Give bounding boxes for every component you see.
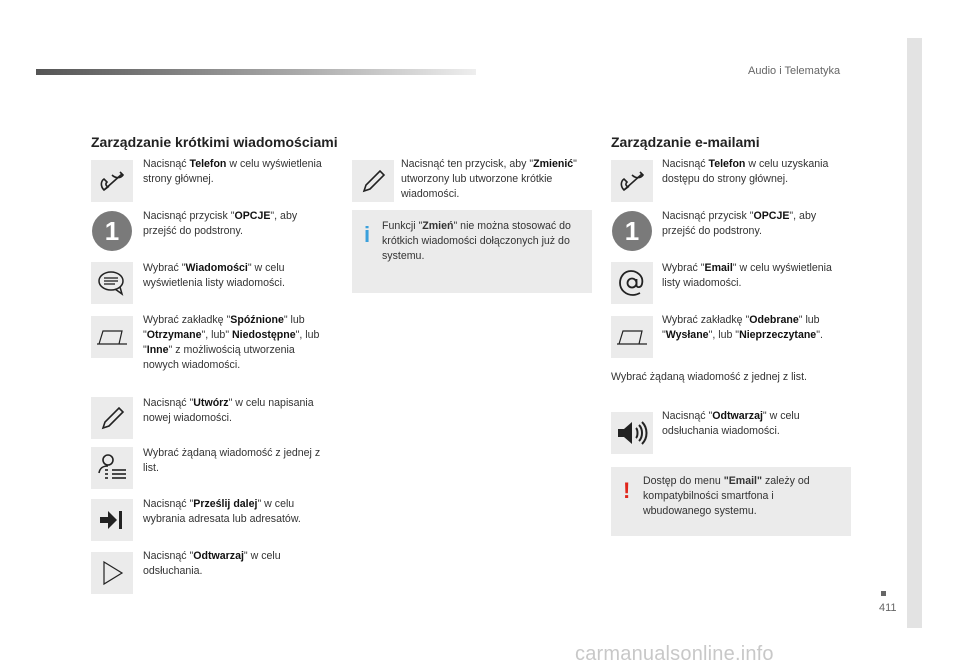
- tab-icon: [91, 316, 133, 358]
- speaker-icon: [611, 412, 653, 454]
- email-select-text: Wybrać żądaną wiadomość z jednej z list.: [611, 371, 807, 383]
- svg-text:1: 1: [104, 216, 120, 246]
- phone-icon: [91, 160, 133, 202]
- sms-info-box: [352, 210, 592, 293]
- sms-step-6-text: Wybrać żądaną wiadomość z jednej z list.: [143, 447, 321, 475]
- message-bubble-icon: [91, 262, 133, 304]
- tab-icon: [611, 316, 653, 358]
- sms-step-4-text: Wybrać zakładkę "Spóźnione" lub "Otrzymane", lub" Niedostępne", lub "Inne" z możliwością utworzenia nowych wiadomości.: [143, 314, 320, 372]
- warning-icon: !: [623, 478, 631, 503]
- pencil-icon: [352, 160, 394, 202]
- sms-step-2-text: Nacisnąć przycisk "OPCJE", aby przejść do podstrony.: [143, 210, 298, 238]
- phone-icon: [611, 160, 653, 202]
- sms-edit-step-text: Nacisnąć ten przycisk, aby "Zmienić" utworzony lub utworzone krótkie wiadomości.: [401, 158, 577, 201]
- pencil-icon: [91, 397, 133, 439]
- sms-step-3-text: Wybrać "Wiadomości" w celu wyświetlenia listy wiadomości.: [143, 262, 285, 290]
- watermark: carmanualsonline.info: [575, 643, 774, 665]
- email-warning-box: [611, 467, 851, 536]
- email-step-3-text: Wybrać "Email" w celu wyświetlenia listy wiadomości.: [662, 262, 832, 290]
- play-icon: [91, 552, 133, 594]
- section-header: Audio i Telematyka: [748, 65, 841, 77]
- email-step-1-text: Nacisnąć Telefon w celu uzyskania dostępu do strony głównej.: [662, 158, 829, 186]
- sms-step-1-text: Nacisnąć Telefon w celu wyświetlenia strony głównej.: [143, 158, 322, 186]
- page-marker: [881, 591, 886, 596]
- info-icon: i: [364, 222, 371, 247]
- email-listen-text: Nacisnąć "Odtwarzaj" w celu odsłuchania wiadomości.: [662, 410, 800, 438]
- sms-step-8-text: Nacisnąć "Odtwarzaj" w celu odsłuchania.: [143, 550, 281, 578]
- sms-step-5-text: Nacisnąć "Utwórz" w celu napisania nowej wiadomości.: [143, 397, 314, 425]
- sms-step-7-text: Nacisnąć "Prześlij dalej" w celu wybrania adresata lub adresatów.: [143, 498, 301, 526]
- email-warning-text: Dostęp do menu "Email" zależy od kompatybilności smartfona i wbudowanego systemu.: [643, 475, 810, 518]
- email-step-4-text: Wybrać zakładkę "Odebrane" lub "Wysłane", lub "Nieprzeczytane".: [662, 314, 823, 342]
- email-section-title: Zarządzanie e-mailami: [611, 134, 760, 150]
- sms-info-text: Funkcji "Zmień" nie można stosować do krótkich wiadomości dołączonych już do systemu.: [382, 220, 571, 263]
- forward-icon: [91, 499, 133, 541]
- number-one-badge: [91, 210, 133, 252]
- page-number: 411: [879, 602, 897, 614]
- top-decorative-bar: [36, 69, 476, 75]
- email-step-2-text: Nacisnąć przycisk "OPCJE", aby przejść do podstrony.: [662, 210, 817, 238]
- list-select-icon: [91, 447, 133, 489]
- number-one-badge: [611, 210, 653, 252]
- svg-text:1: 1: [624, 216, 640, 246]
- sms-section-title: Zarządzanie krótkimi wiadomościami: [91, 134, 338, 150]
- at-sign-icon: [611, 262, 653, 304]
- page-side-tab: [907, 38, 922, 628]
